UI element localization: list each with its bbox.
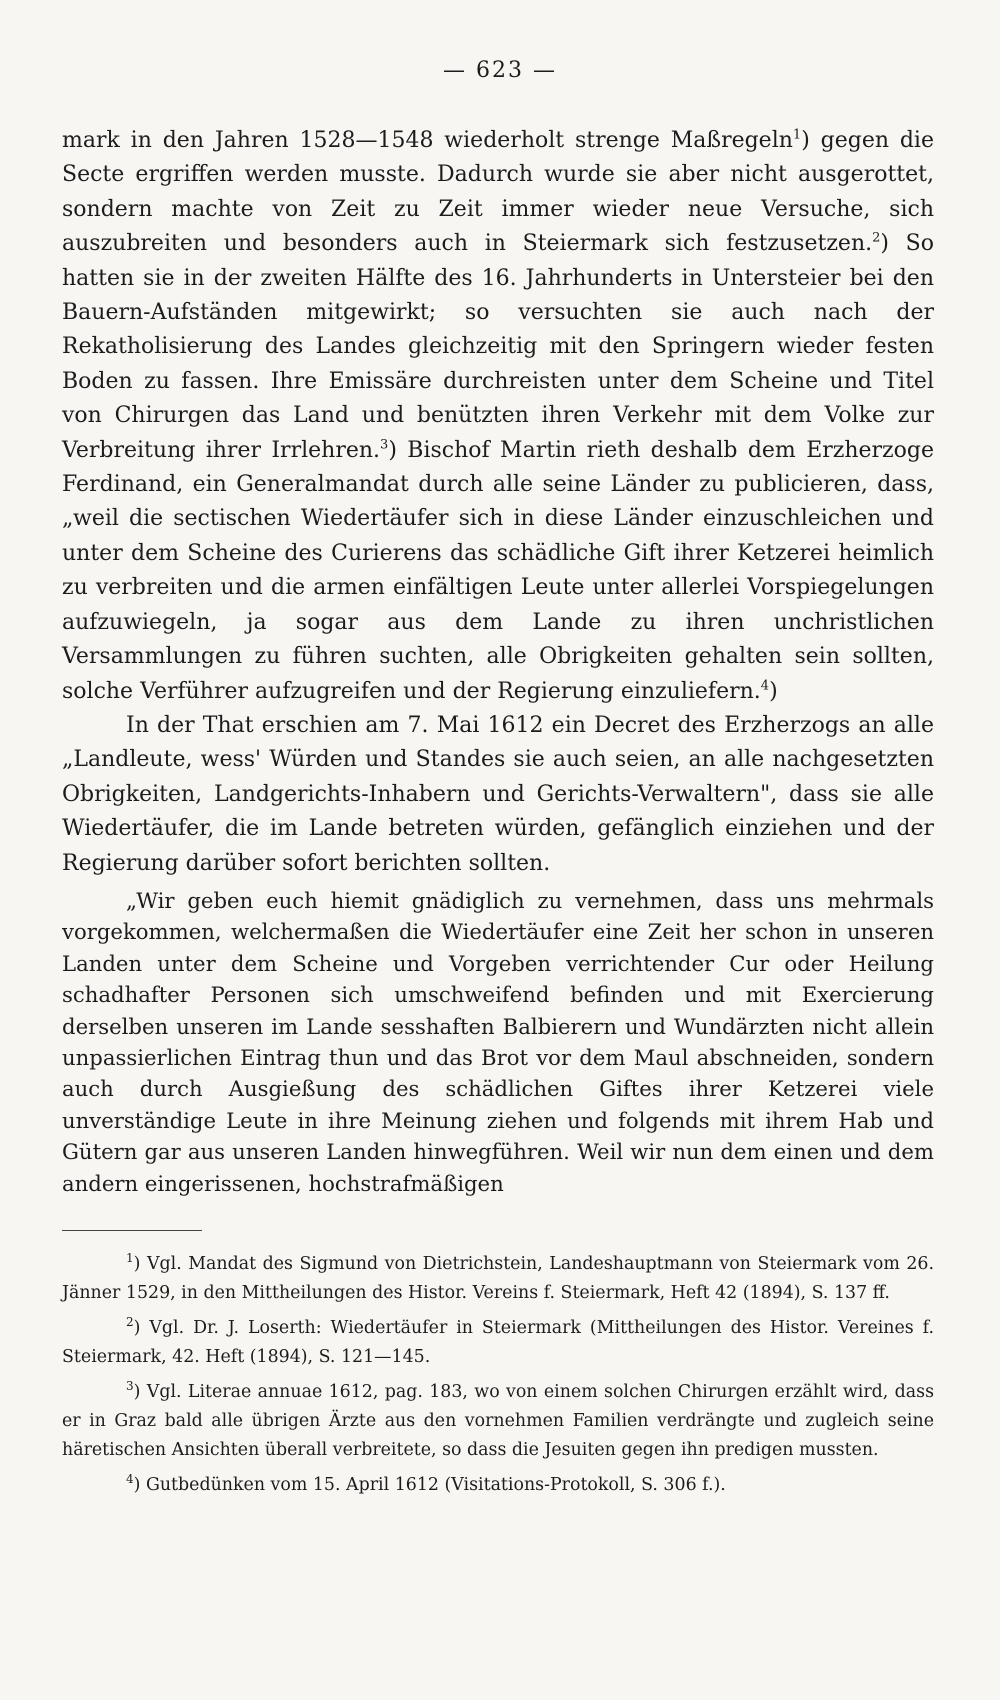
paragraph-1-part-3: ) So hatten sie in der zweiten Hälfte des 16. Jahrhunderts in Untersteier bei den Bauern-Aufständen mitgewirkt; so versuchten sie auch nach der Rekatholisierung des Landes gleichzeitig mit den Springern wieder festen Boden zu fassen. Ihre Emissäre durchreisten unter dem Scheine und Titel von Chirurgen das Land und benützten ihren Verkehr mit dem Volke zur Verbreitung ihrer Irrlehren. <box>62 231 934 463</box>
footnote-3-text: ) Vgl. Literae annuae 1612, pag. 183, wo von einem solchen Chirurgen erzählt wird, dass er in Graz bald alle übrigen Ärzte aus den vornehmen Familien verdrängte und zugleich seine häretischen Ansichten überall verbreitete, so dass die Jesuiten gegen ihn predigen mussten. <box>62 1381 934 1461</box>
paragraph-3-quote: „Wir geben euch hiemit gnädiglich zu vernehmen, dass uns mehrmals vorgekommen, welchermaßen die Wiedertäufer eine Zeit her schon in unseren Landen unter dem Scheine und Vorgeben verrichtender Cur oder Heilung schadhafter Personen sich umschweifend befinden und mit Exercierung derselben unseren im Lande sesshaften Balbierern und Wundärzten nicht allein unpassierlichen Eintrag thun und das Brot vor dem Maul abschneiden, sondern auch durch Ausgießung des schädlichen Giftes ihrer Ketzerei viele unverständige Leute in ihre Meinung ziehen und folgends mit ihrem Hab und Gütern gar aus unseren Landen hinwegführen. Weil wir nun dem einen und dem andern eingerissenen, hochstrafmäßigen <box>62 887 934 1196</box>
footnote-ref-4: 4 <box>760 678 770 694</box>
footnote-3-mark: 3 <box>126 1378 134 1393</box>
footnote-separator <box>62 1230 202 1231</box>
page-number: — 623 — <box>443 58 557 83</box>
footnote-ref-1: 1 <box>792 127 802 143</box>
footnote-4-mark: 4 <box>126 1472 134 1487</box>
paragraph-2: In der That erschien am 7. Mai 1612 ein Decret des Erzherzogs an alle „Landleute, wess' Würden und Standes sie auch seien, an alle nachgesetzten Obrigkeiten, Landgerichts-Inhabern und Gerichts-Verwaltern", dass sie alle Wiedertäufer, die im Lande betreten würden, gefänglich einziehen und der Regierung darüber sofort berichten sollten. <box>62 712 934 876</box>
footnote-4-text: ) Gutbedünken vom 15. April 1612 (Visitations-Protokoll, S. 306 f.). <box>133 1474 726 1495</box>
footnote-2-text: ) Vgl. Dr. J. Loserth: Wiedertäufer in Steiermark (Mittheilungen des Histor. Vereines f. Steiermark, 42. Heft (1894), S. 121—145. <box>62 1317 934 1368</box>
footnote-1 <box>62 1250 934 1309</box>
paragraph-1-part-5: ) <box>769 678 778 704</box>
footnotes <box>62 1250 934 1505</box>
main-text <box>62 124 934 1199</box>
paragraph-1-part-2: ) gegen die Secte ergriffen werden musste. Dadurch wurde sie aber nicht ausgerottet, sondern machte von Zeit zu Zeit immer wieder neue Versuche, sich auszubreiten und besonders auch in Steiermark sich festzusetzen. <box>62 128 934 257</box>
footnote-1-text: ) Vgl. Mandat des Sigmund von Dietrichstein, Landeshauptmann von Steiermark vom 26. Jänner 1529, in den Mittheilungen des Histor. Vereins f. Steiermark, Heft 42 (1894), S. 137 ff. <box>62 1254 934 1304</box>
footnote-4 <box>62 1471 934 1500</box>
footnote-1-mark: 1 <box>126 1251 134 1266</box>
paragraph-1-part-1: mark in den Jahren 1528—1548 wiederholt strenge Maßregeln <box>62 128 793 153</box>
footnote-3 <box>62 1378 934 1466</box>
footnote-2-mark: 2 <box>126 1315 134 1330</box>
footnote-ref-3: 3 <box>380 437 389 453</box>
paragraph-1 <box>62 124 934 709</box>
paragraph-1-part-4: ) Bischof Martin rieth deshalb dem Erzherzoge Ferdinand, ein Generalmandat durch alle seine Länder zu publicieren, dass, „weil die sectischen Wiedertäufer sich in diese Länder einzuschleichen und unter dem Scheine des Curierens das schädliche Gift ihrer Ketzerei heimlich zu verbreiten und die armen einfältigen Leute unter allerlei Vorspiegelungen aufzuwiegeln, ja sogar aus dem Lande zu ihren unchristlichen Versammlungen zu führen suchten, alle Obrigkeiten gehalten sein sollten, solche Verführer aufzugreifen und der Regierung einzuliefern. <box>62 437 934 704</box>
footnote-2 <box>62 1314 934 1373</box>
footnote-ref-2: 2 <box>872 230 881 246</box>
